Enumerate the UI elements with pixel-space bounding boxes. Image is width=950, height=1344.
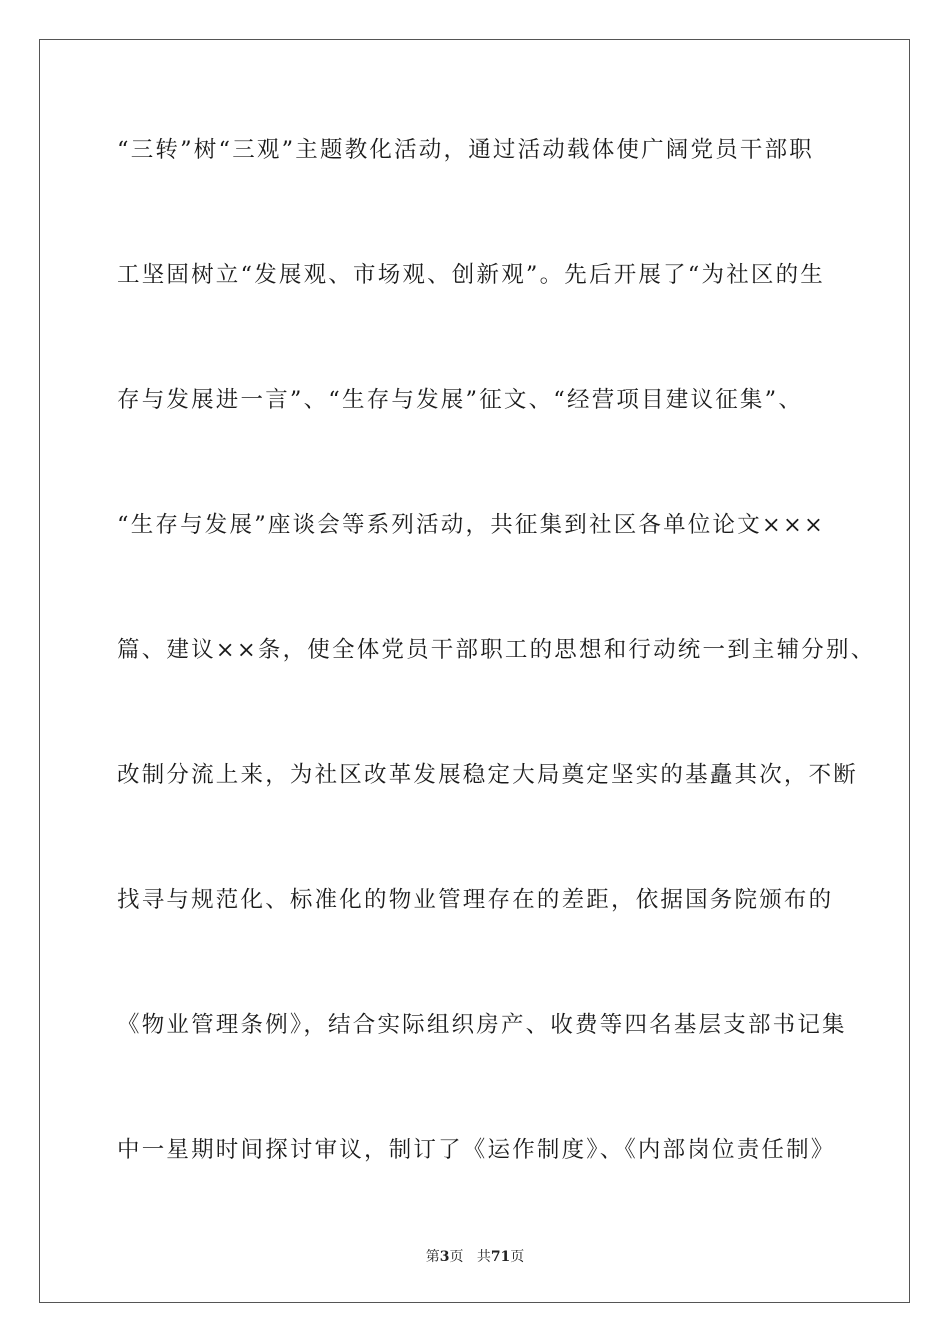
text-line-5: 篇、建议××条，使全体党员干部职工的思想和行动统一到主辅分别、 — [117, 637, 876, 663]
text-line-6: 改制分流上来，为社区改革发展稳定大局奠定坚实的基矗其次，不断 — [117, 762, 859, 788]
total-suffix: 页 — [510, 1249, 525, 1265]
page-prefix: 第 — [425, 1249, 440, 1265]
text-line-4: “生存与发展”座谈会等系列活动，共征集到社区各单位论文××× — [117, 512, 826, 538]
text-line-1: “三转”树“三观”主题教化活动，通过活动载体使广阔党员干部职 — [117, 137, 815, 163]
page-suffix: 页 — [449, 1249, 464, 1265]
document-body — [117, 128, 876, 1253]
text-line-8: 《物业管理条例》，结合实际组织房产、收费等四名基层支部书记集 — [117, 1012, 847, 1038]
total-pages: 71 — [490, 1249, 511, 1265]
text-line-3: 存与发展进一言”、“生存与发展”征文、“经营项目建议征集”、 — [117, 387, 804, 413]
text-line-2: 工坚固树立“发展观、市场观、创新观”。先后开展了“为社区的生 — [117, 262, 826, 288]
total-prefix: 共 — [476, 1249, 491, 1265]
text-line-7: 找寻与规范化、标准化的物业管理存在的差距，依据国务院颁布的 — [117, 887, 834, 913]
page-number: 3 — [439, 1249, 450, 1265]
text-line-9: 中一星期时间探讨审议，制订了《运作制度》、《内部岗位责任制》 — [117, 1137, 836, 1163]
page-footer — [0, 1246, 950, 1266]
